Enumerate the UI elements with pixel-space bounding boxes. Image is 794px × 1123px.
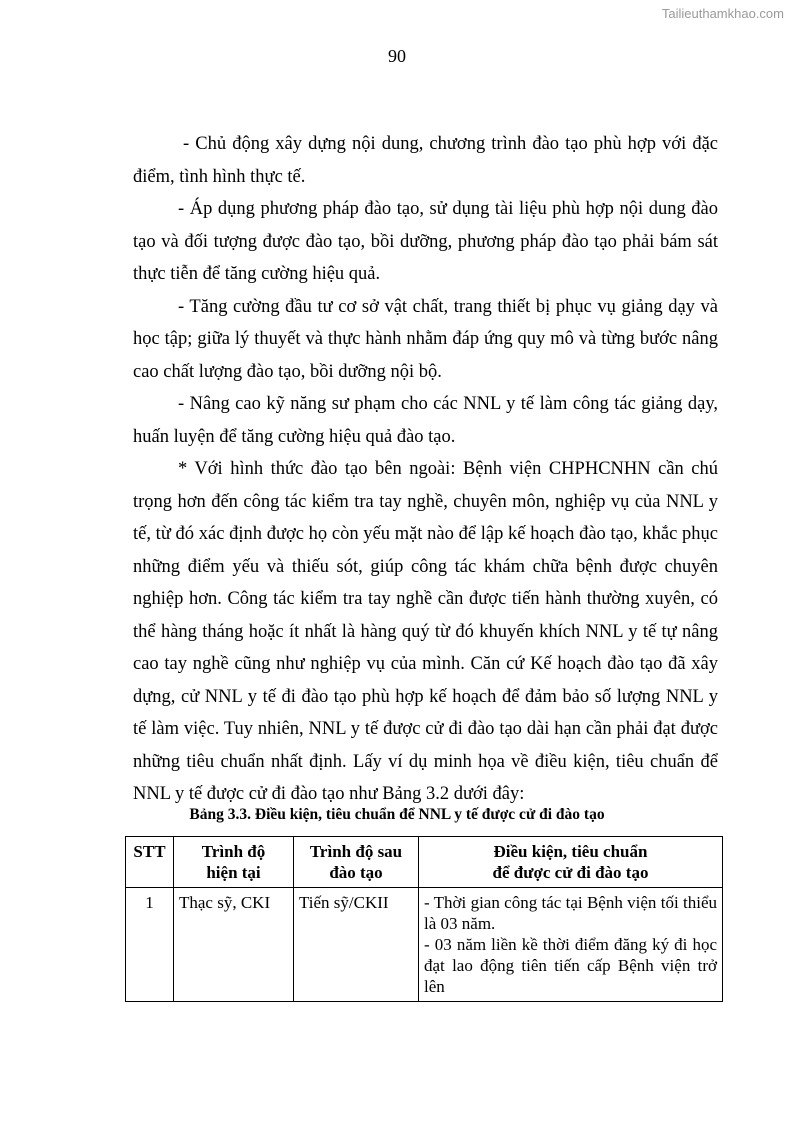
criteria-item: - 03 năm liền kề thời điểm đăng ký đi học đạt lao động tiên tiến cấp Bệnh viện trở lên — [424, 935, 717, 996]
header-current-level — [174, 837, 294, 888]
criteria-item: - Thời gian công tác tại Bệnh viện tối thiểu là 03 năm. — [424, 893, 717, 933]
paragraph: - Nâng cao kỹ năng sư phạm cho các NNL y tế làm công tác giảng dạy, huấn luyện để tăng cường hiệu quả đào tạo. — [133, 394, 718, 447]
page-number: 90 — [388, 46, 406, 66]
table-row — [126, 888, 723, 1002]
header-criteria-line2: để được cử đi đào tạo — [492, 863, 649, 882]
header-current-line1: Trình độ — [201, 842, 266, 861]
paragraph: - Tăng cường đầu tư cơ sở vật chất, trang thiết bị phục vụ giảng dạy và học tập; giữa lý thuyết và thực hành nhằm đáp ứng quy mô và từng bước nâng cao chất lượng đào tạo, bồi dưỡng nội bộ. — [133, 296, 718, 382]
cell-criteria — [419, 888, 723, 1002]
cell-current-level: Thạc sỹ, CKI — [174, 888, 294, 1002]
watermark: Tailieuthamkhao.com — [661, 6, 784, 21]
header-criteria-line1: Điều kiện, tiêu chuẩn — [493, 842, 648, 861]
paragraph: - Chủ động xây dựng nội dung, chương trình đào tạo phù hợp với đặc điểm, tình hình thực tế. — [133, 134, 718, 187]
header-after-line1: Trình độ sau — [309, 842, 403, 861]
header-current-line2: hiện tại — [206, 863, 261, 882]
body-text — [133, 128, 718, 811]
header-stt: STT — [126, 837, 174, 888]
header-after-level — [294, 837, 419, 888]
header-criteria — [419, 837, 723, 888]
table-caption: Bảng 3.3. Điều kiện, tiêu chuẩn để NNL y tế được cử đi đào tạo — [189, 806, 605, 823]
paragraph: * Với hình thức đào tạo bên ngoài: Bệnh viện CHPHCNHN cần chú trọng hơn đến công tác kiểm tra tay nghề, chuyên môn, nghiệp vụ của NNL y tế, từ đó xác định được họ còn yếu mặt nào để lập kế hoạch đào tạo, khắc phục những điểm yếu và thiếu sót, giúp công tác khám chữa bệnh được chuyên nghiệp hơn. Công tác kiểm tra tay nghề cần được tiến hành thường xuyên, có thể hàng tháng hoặc ít nhất là hàng quý từ đó khuyến khích NNL y tế tự nâng cao tay nghề cũng như nghiệp vụ của mình. Căn cứ Kế hoạch đào tạo đã xây dựng, cử NNL y tế đi đào tạo phù hợp kế hoạch để đảm bảo số lượng NNL y tế làm việc. Tuy nhiên, NNL y tế được cử đi đào tạo dài hạn cần phải đạt được những tiêu chuẩn nhất định. Lấy ví dụ minh họa về điều kiện, tiêu chuẩn để NNL y tế được cử đi đào tạo như Bảng 3.2 dưới đây: — [133, 459, 718, 804]
cell-stt: 1 — [126, 888, 174, 1002]
cell-after-level: Tiến sỹ/CKII — [294, 888, 419, 1002]
table-header-row — [126, 837, 723, 888]
header-after-line2: đào tạo — [329, 863, 383, 882]
criteria-table — [125, 836, 723, 1002]
paragraph: - Áp dụng phương pháp đào tạo, sử dụng tài liệu phù hợp nội dung đào tạo và đối tượng được đào tạo, bồi dưỡng, phương pháp đào tạo phải bám sát thực tiễn để tăng cường hiệu quả. — [133, 199, 718, 284]
